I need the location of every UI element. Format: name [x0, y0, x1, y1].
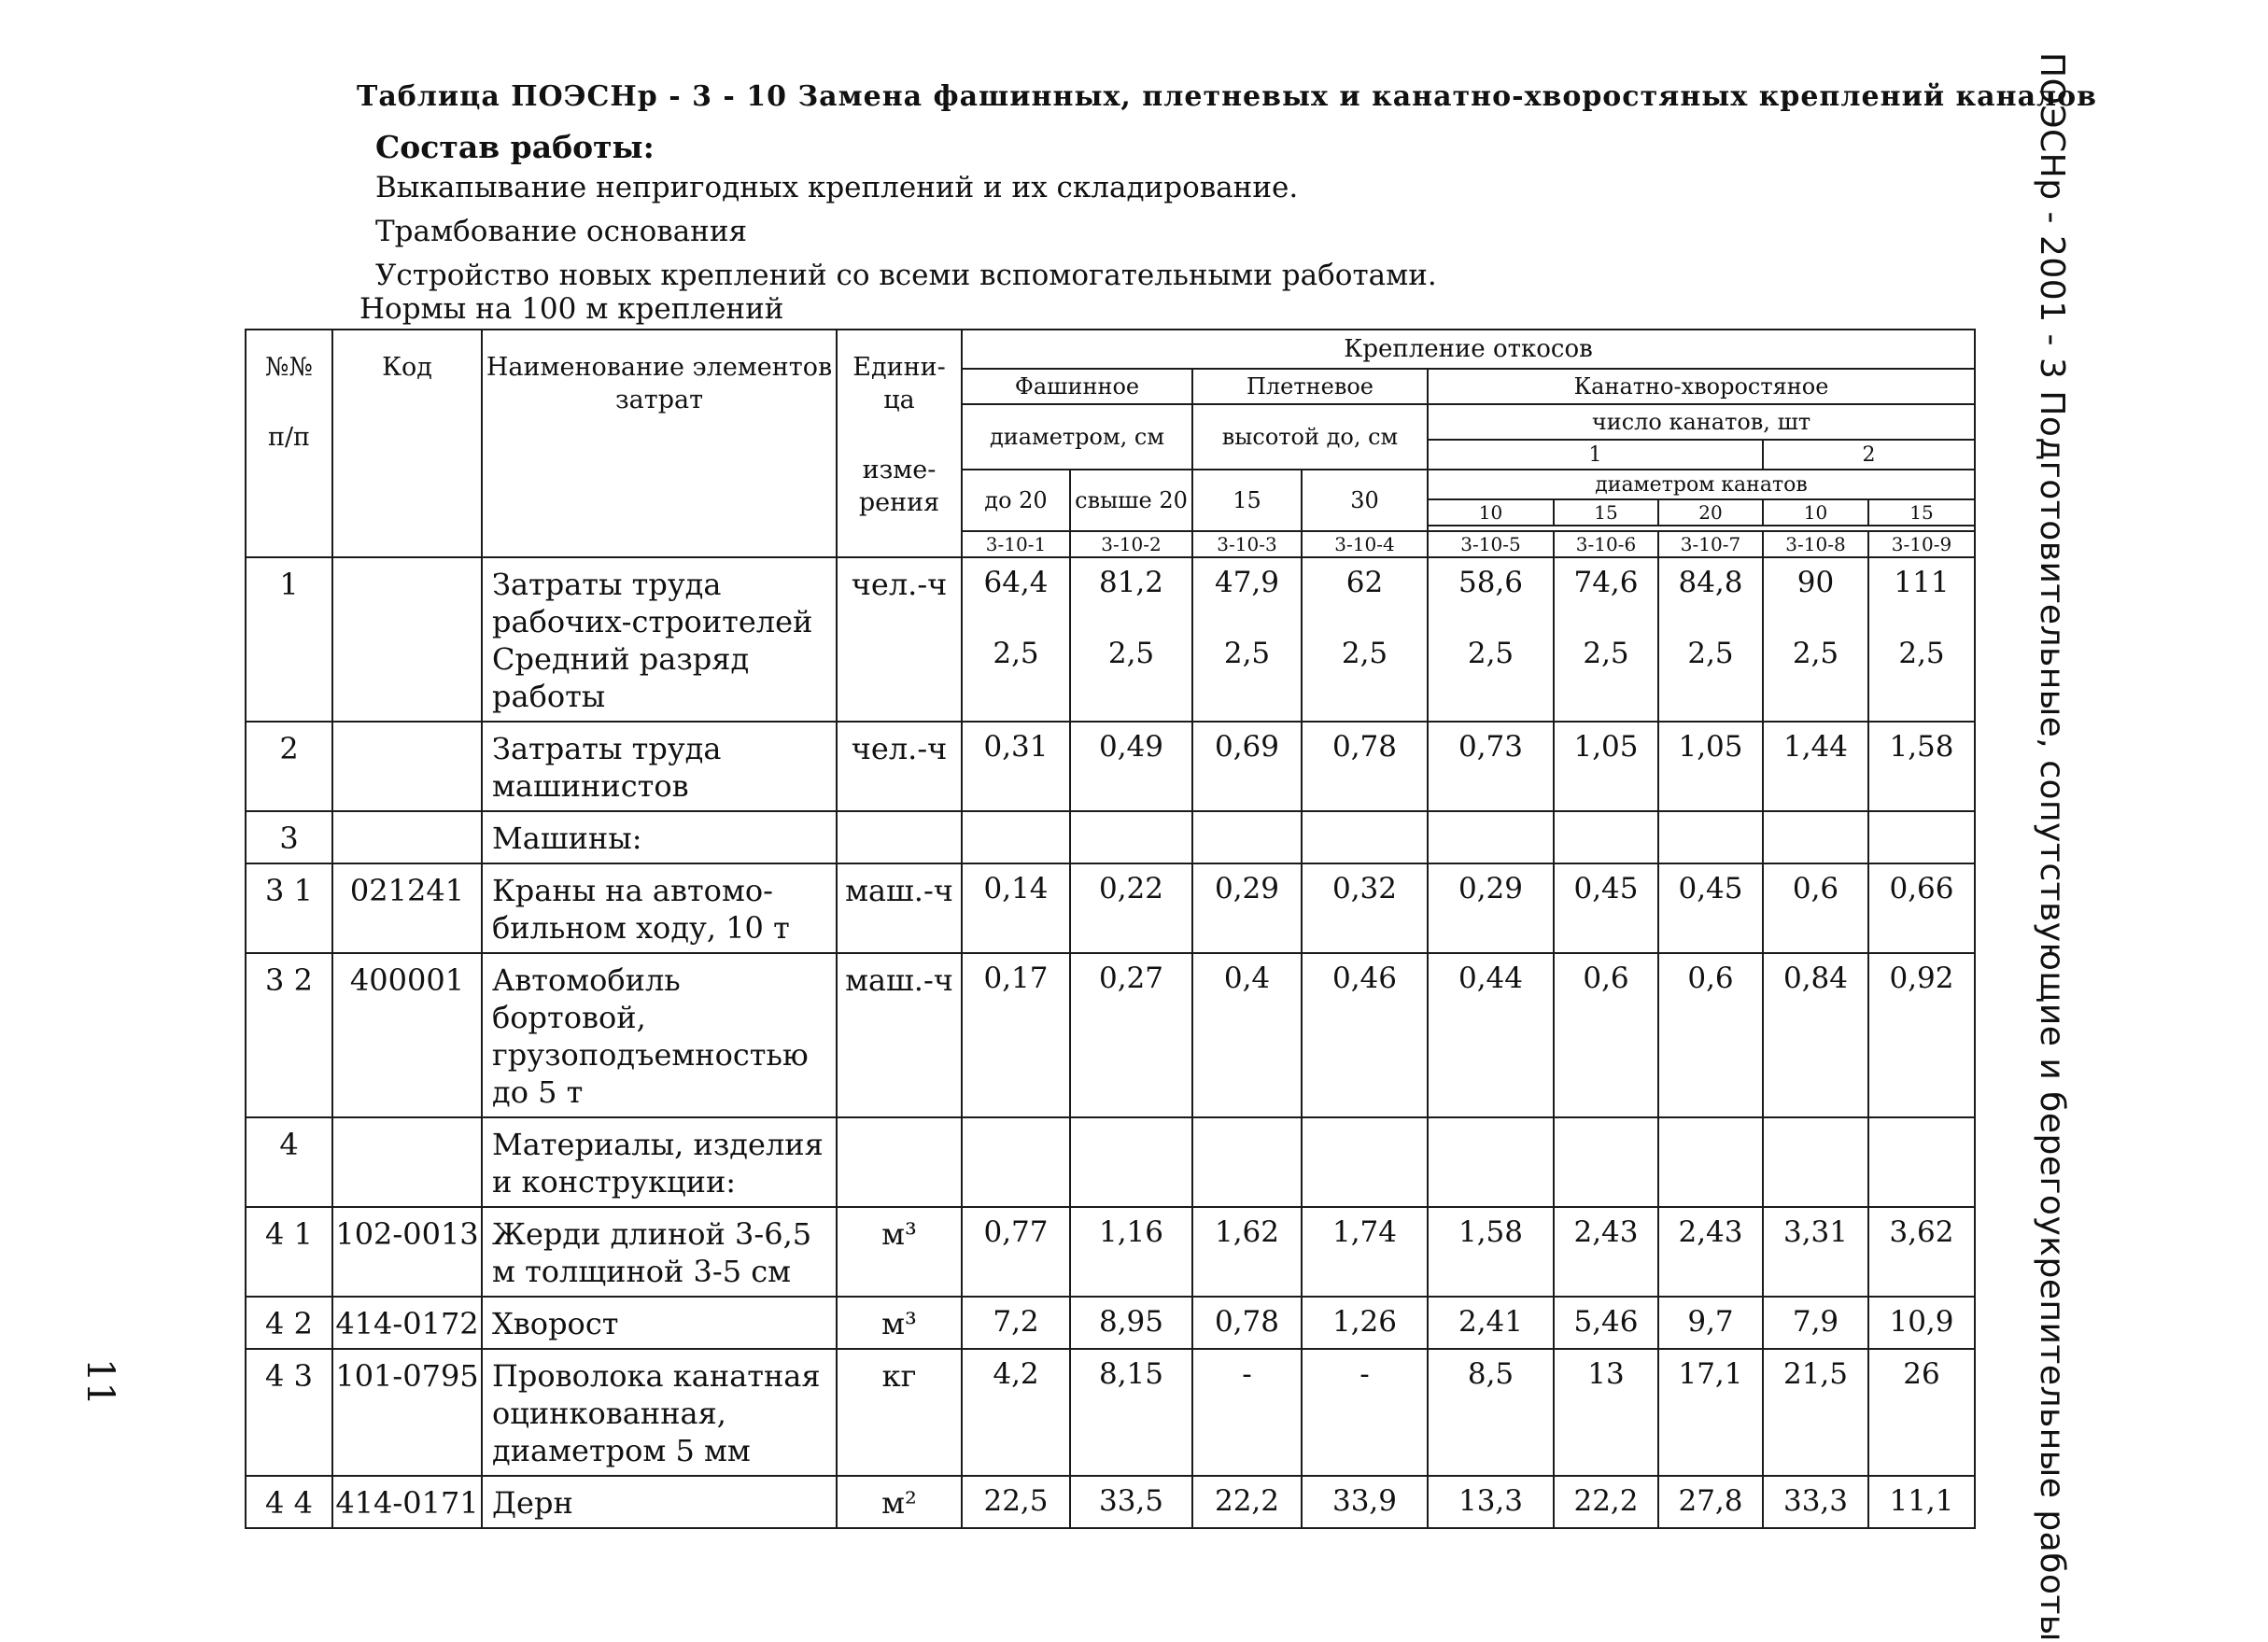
header-norm-code: 3-10-9 [1868, 531, 1975, 557]
row-value: 21,5 [1763, 1349, 1868, 1476]
row-value: 0,92 [1868, 953, 1975, 1117]
row-value: 1,16 [1070, 1207, 1192, 1297]
row-number: 4 1 [246, 1207, 332, 1297]
row-unit: маш.-ч [837, 863, 962, 953]
row-value [1302, 1117, 1428, 1207]
row-value: 1,58 [1428, 1207, 1554, 1297]
row-value: 3,31 [1763, 1207, 1868, 1297]
header-wattle-sub: высотой до, см [1192, 404, 1428, 470]
row-value: 22,2 [1192, 1476, 1302, 1528]
row-value: 0,6 [1763, 863, 1868, 953]
row-value [962, 1117, 1070, 1207]
row-value: 0,29 [1192, 863, 1302, 953]
row-unit [837, 811, 962, 863]
row-value: 0,77 [962, 1207, 1070, 1297]
header-rope: Канатно-хворостяное [1428, 369, 1975, 404]
row-value: 33,3 [1763, 1476, 1868, 1528]
header-norm-code: 3-10-2 [1070, 531, 1192, 557]
value-extra: 2,5 [1792, 637, 1839, 670]
row-value: 0,31 [962, 722, 1070, 811]
table-row [246, 1117, 1975, 1207]
row-code: 400001 [332, 953, 482, 1117]
header-fascine: Фашинное [962, 369, 1192, 404]
row-value: 0,66 [1868, 863, 1975, 953]
table-row [246, 1207, 1975, 1297]
header-rope-diameter: диаметром канатов [1428, 470, 1975, 499]
row-value [1763, 1117, 1868, 1207]
row-value: 0,73 [1428, 722, 1554, 811]
row-number: 2 [246, 722, 332, 811]
header-fascine-sub: диаметром, см [962, 404, 1192, 470]
row-value: 1,05 [1554, 722, 1658, 811]
row-value: 1,74 [1302, 1207, 1428, 1297]
row-value: 7,2 [962, 1297, 1070, 1349]
row-value [1658, 1117, 1763, 1207]
row-value: 3,62 [1868, 1207, 1975, 1297]
row-name-text: Затраты труда рабочих-строителей [492, 567, 813, 639]
row-name: Автомобиль бортовой, грузоподъемностью до 5 т [482, 953, 837, 1117]
header-code-label: Код [382, 353, 432, 382]
row-value: 26 [1868, 1349, 1975, 1476]
row-unit: чел.-ч [837, 722, 962, 811]
work-item: Устройство новых креплений со всеми вспомогательными работами. [375, 259, 1437, 292]
row-name: Дерн [482, 1476, 837, 1528]
row-value: - [1302, 1349, 1428, 1476]
header-rope-col-5: 15 [1868, 499, 1975, 526]
header-wattle-col-1: 15 [1192, 470, 1302, 531]
row-value [962, 557, 1070, 722]
page-number: 11 [78, 1358, 121, 1406]
row-unit: м³ [837, 1297, 962, 1349]
value-extra: 2,5 [1898, 637, 1945, 670]
row-value [1192, 811, 1302, 863]
row-value: 5,46 [1554, 1297, 1658, 1349]
row-value: 2,41 [1428, 1297, 1554, 1349]
row-value: 8,15 [1070, 1349, 1192, 1476]
table-row [246, 1476, 1975, 1528]
work-composition-list [375, 166, 1437, 298]
row-value [1868, 557, 1975, 722]
header-number [246, 330, 332, 557]
value-main: 84,8 [1678, 566, 1743, 599]
value-main: 47,9 [1214, 566, 1280, 599]
header-rope-col-3: 20 [1658, 499, 1763, 526]
row-value: 1,26 [1302, 1297, 1428, 1349]
row-code [332, 811, 482, 863]
row-value: 4,2 [962, 1349, 1070, 1476]
row-value: 33,9 [1302, 1476, 1428, 1528]
value-extra: 2,5 [1223, 637, 1271, 670]
value-extra: 2,5 [1583, 637, 1629, 670]
row-value: 0,49 [1070, 722, 1192, 811]
value-main: 62 [1345, 566, 1384, 599]
header-unit [837, 330, 962, 557]
work-composition-heading: Состав работы: [375, 129, 655, 165]
table-row [246, 863, 1975, 953]
header-fascine-col-1: до 20 [962, 470, 1070, 531]
header-norm-code: 3-10-7 [1658, 531, 1763, 557]
row-value [1192, 557, 1302, 722]
header-spacer [247, 384, 331, 421]
value-main: 74,6 [1573, 566, 1639, 599]
row-code: 414-0172 [332, 1297, 482, 1349]
row-code [332, 722, 482, 811]
header-number-label: №№ [264, 353, 314, 382]
row-value: 0,17 [962, 953, 1070, 1117]
header-rope-col-2: 15 [1554, 499, 1658, 526]
row-value: 0,4 [1192, 953, 1302, 1117]
header-norm-code: 3-10-8 [1763, 531, 1868, 557]
row-value: 1,58 [1868, 722, 1975, 811]
value-main: 58,6 [1458, 566, 1524, 599]
row-value: 2,43 [1658, 1207, 1763, 1297]
row-number: 3 2 [246, 953, 332, 1117]
row-unit [837, 1117, 962, 1207]
row-number: 3 [246, 811, 332, 863]
row-value [1763, 811, 1868, 863]
header-rope-col-4: 10 [1763, 499, 1868, 526]
row-value: 2,43 [1554, 1207, 1658, 1297]
row-value [1554, 811, 1658, 863]
row-name: Краны на автомо-бильном ходу, 10 т [482, 863, 837, 953]
row-value: 0,6 [1554, 953, 1658, 1117]
header-wattle-col-2: 30 [1302, 470, 1428, 531]
norms-table [245, 329, 1976, 1529]
header-norm-code: 3-10-5 [1428, 531, 1554, 557]
table-row [246, 811, 1975, 863]
row-value: 0,46 [1302, 953, 1428, 1117]
value-extra: 2,5 [1341, 637, 1388, 670]
header-norm-code: 3-10-3 [1192, 531, 1302, 557]
header-unit-extra: изме-рения [858, 456, 940, 517]
row-value: 13 [1554, 1349, 1658, 1476]
row-value [1763, 557, 1868, 722]
row-value [1070, 811, 1192, 863]
row-value [1428, 557, 1554, 722]
header-unit-label: Едини-ца [852, 353, 946, 414]
row-value: 0,45 [1658, 863, 1763, 953]
row-number: 4 [246, 1117, 332, 1207]
row-value: 0,44 [1428, 953, 1554, 1117]
row-value [1554, 557, 1658, 722]
row-value: 0,22 [1070, 863, 1192, 953]
row-code [332, 1117, 482, 1207]
row-name: Машины: [482, 811, 837, 863]
table-row [246, 1349, 1975, 1476]
row-value [1428, 811, 1554, 863]
header-norm-code: 3-10-1 [962, 531, 1070, 557]
row-value: 8,95 [1070, 1297, 1192, 1349]
table-row [246, 557, 1975, 722]
header-rope-count-2: 2 [1763, 440, 1975, 470]
table-row [246, 722, 1975, 811]
row-value [1428, 1117, 1554, 1207]
header-fascine-col-2: свыше 20 [1070, 470, 1192, 531]
norms-caption: Нормы на 100 м креплений [359, 292, 784, 326]
side-title: ПОЭСНр - 2001 - 3 Подготовительные, сопутствующие и берегоукрепительные работы [2033, 52, 2071, 1642]
header-spacer [838, 416, 961, 454]
header-norm-code: 3-10-6 [1554, 531, 1658, 557]
header-rope-sub: число канатов, шт [1428, 404, 1975, 440]
row-value: 1,44 [1763, 722, 1868, 811]
value-main: 111 [1894, 566, 1950, 599]
row-value: 7,9 [1763, 1297, 1868, 1349]
row-value: 0,6 [1658, 953, 1763, 1117]
row-value: 0,78 [1302, 722, 1428, 811]
value-main: 64,4 [983, 566, 1049, 599]
row-number: 4 3 [246, 1349, 332, 1476]
row-number: 3 1 [246, 863, 332, 953]
row-value [1302, 557, 1428, 722]
row-name: Жерди длиной 3-6,5 м толщиной 3-5 см [482, 1207, 837, 1297]
row-code: 414-0171 [332, 1476, 482, 1528]
row-unit: чел.-ч [837, 557, 962, 722]
row-value: 22,2 [1554, 1476, 1658, 1528]
row-value: - [1192, 1349, 1302, 1476]
row-value: 11,1 [1868, 1476, 1975, 1528]
row-value [1302, 811, 1428, 863]
value-extra: 2,5 [1467, 637, 1514, 670]
header-norm-code: 3-10-4 [1302, 531, 1428, 557]
row-unit: м³ [837, 1207, 962, 1297]
row-number: 1 [246, 557, 332, 722]
row-value: 22,5 [962, 1476, 1070, 1528]
row-number: 4 2 [246, 1297, 332, 1349]
row-unit: м² [837, 1476, 962, 1528]
side-title-container [2026, 52, 2073, 1642]
row-unit: кг [837, 1349, 962, 1476]
row-value [1192, 1117, 1302, 1207]
header-number-suffix: п/п [267, 423, 311, 452]
row-name: Хворост [482, 1297, 837, 1349]
row-value: 0,69 [1192, 722, 1302, 811]
row-value: 0,84 [1763, 953, 1868, 1117]
row-code: 102-0013 [332, 1207, 482, 1297]
row-name [482, 557, 837, 722]
header-code [332, 330, 482, 557]
work-item: Выкапывание непригодных креплений и их складирование. [375, 171, 1299, 204]
table-title: Таблица ПОЭСНр - 3 - 10 Замена фашинных, плетневых и канатно-хворостяных креплений каналов [357, 80, 2098, 113]
row-value: 0,14 [962, 863, 1070, 953]
norms-table-wrapper [245, 329, 1976, 1529]
row-value: 1,05 [1658, 722, 1763, 811]
work-item: Трамбование основания [375, 215, 748, 248]
row-value [1658, 811, 1763, 863]
value-extra: 2,5 [1687, 637, 1734, 670]
row-value [1070, 1117, 1192, 1207]
row-number: 4 4 [246, 1476, 332, 1528]
header-slopes: Крепление откосов [962, 330, 1975, 369]
row-value: 9,7 [1658, 1297, 1763, 1349]
row-value [1554, 1117, 1658, 1207]
row-value: 0,78 [1192, 1297, 1302, 1349]
row-code: 021241 [332, 863, 482, 953]
header-rope-count-1: 1 [1428, 440, 1763, 470]
value-extra: 2,5 [1107, 637, 1155, 670]
row-value: 17,1 [1658, 1349, 1763, 1476]
row-name-extra: Средний разряд работы [492, 641, 750, 714]
row-value [1868, 811, 1975, 863]
header-rope-col-1: 10 [1428, 499, 1554, 526]
row-value: 27,8 [1658, 1476, 1763, 1528]
table-row [246, 1297, 1975, 1349]
header-wattle: Плетневое [1192, 369, 1428, 404]
row-value: 0,29 [1428, 863, 1554, 953]
header-name [482, 330, 837, 557]
row-value: 0,32 [1302, 863, 1428, 953]
row-unit: маш.-ч [837, 953, 962, 1117]
row-value [1868, 1117, 1975, 1207]
row-value: 8,5 [1428, 1349, 1554, 1476]
row-value: 1,62 [1192, 1207, 1302, 1297]
row-value: 10,9 [1868, 1297, 1975, 1349]
header-name-label: Наименование элементов затрат [486, 353, 833, 414]
value-extra: 2,5 [993, 637, 1039, 670]
row-name: Затраты труда машинистов [482, 722, 837, 811]
row-value: 0,45 [1554, 863, 1658, 953]
row-value: 0,27 [1070, 953, 1192, 1117]
row-name: Материалы, изделия и конструкции: [482, 1117, 837, 1207]
row-name: Проволока канатная оцинкованная, диаметром 5 мм [482, 1349, 837, 1476]
row-code [332, 557, 482, 722]
row-code: 101-0795 [332, 1349, 482, 1476]
row-value [1658, 557, 1763, 722]
value-main: 81,2 [1098, 566, 1164, 599]
row-value: 13,3 [1428, 1476, 1554, 1528]
row-value [1070, 557, 1192, 722]
row-value [962, 811, 1070, 863]
value-main: 90 [1796, 566, 1835, 599]
table-row [246, 953, 1975, 1117]
row-value: 33,5 [1070, 1476, 1192, 1528]
